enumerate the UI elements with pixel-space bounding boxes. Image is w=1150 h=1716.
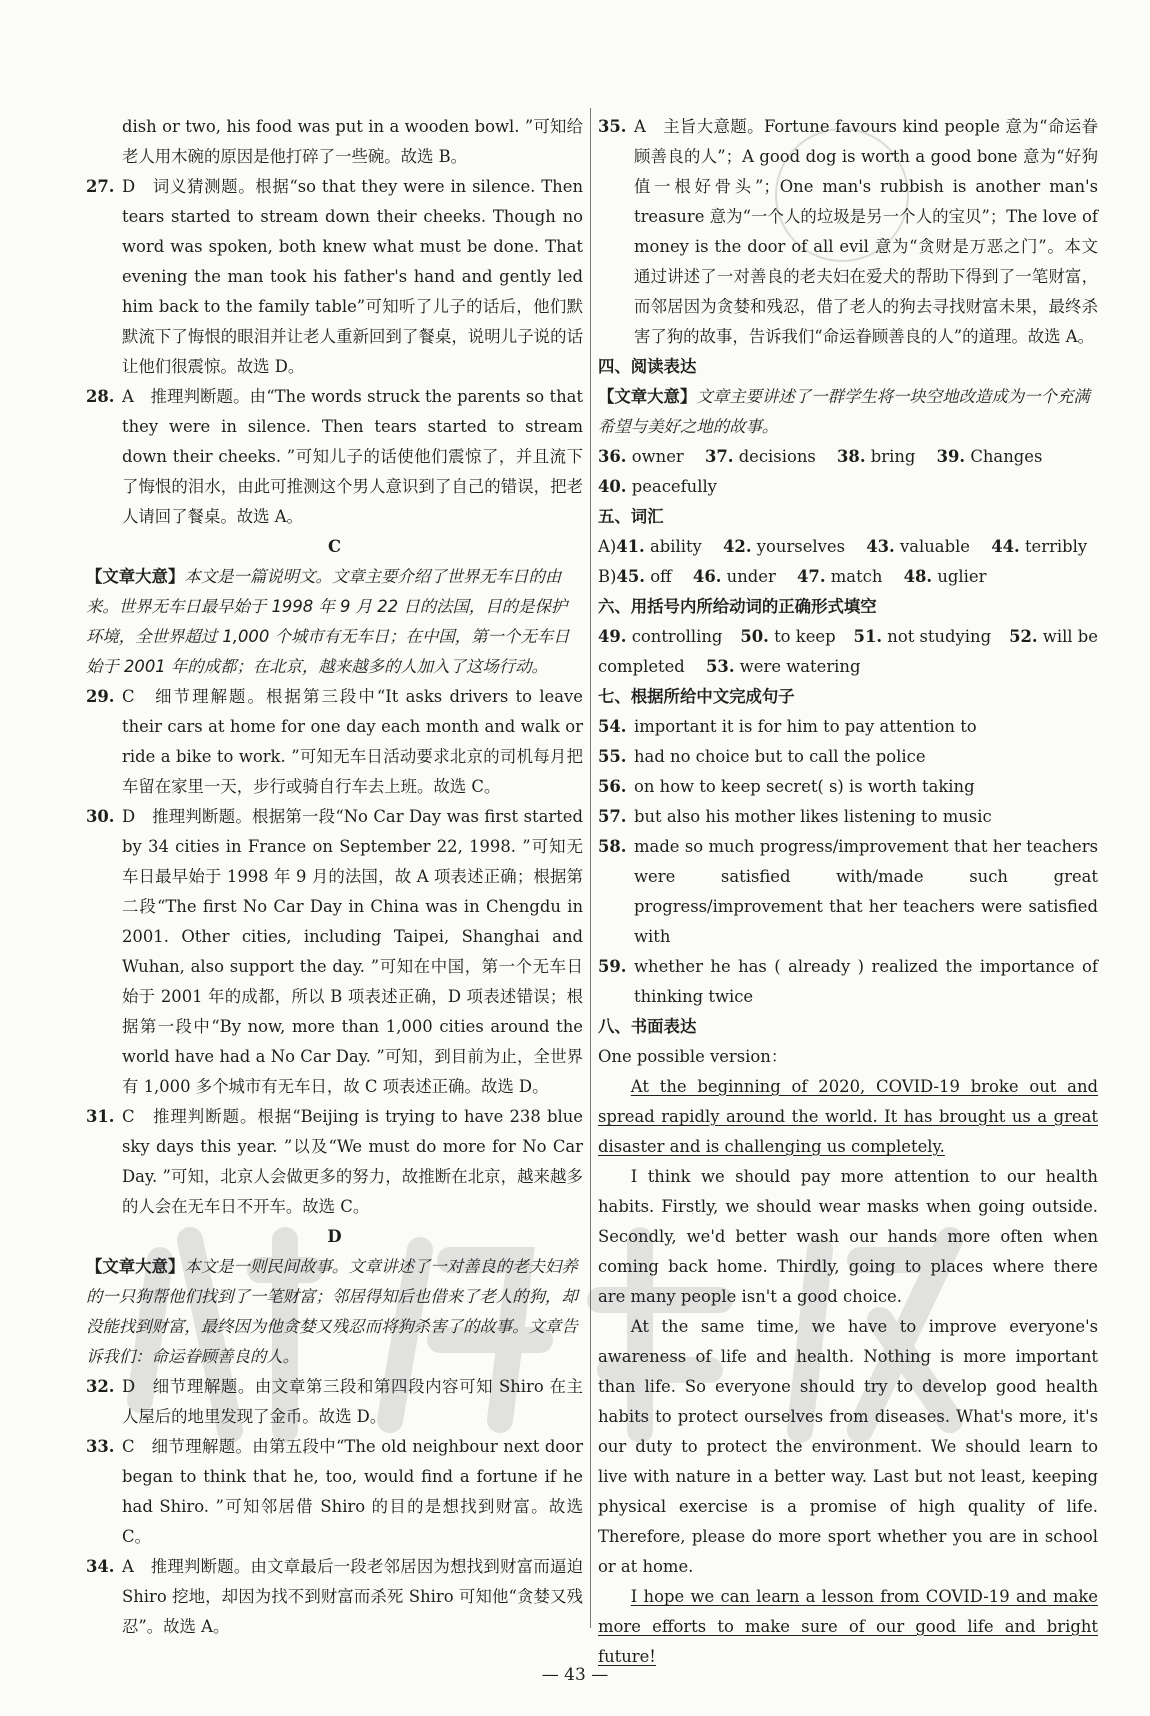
left-column (86, 112, 583, 1642)
question-number: 58. (598, 837, 627, 856)
question-number: 56. (598, 777, 627, 796)
question-number: 28. (86, 387, 115, 406)
question-number: 34. (86, 1557, 115, 1576)
answer-text: but also his mother likes listening to music (634, 807, 992, 826)
section-letter-c: C (327, 537, 342, 556)
sample-essay (598, 1072, 1098, 1672)
answer-item-29 (86, 682, 583, 802)
answer-word: owner (631, 447, 684, 466)
question-number: 46. (692, 567, 722, 586)
section-heading-7: 七、根据所给中文完成句子 (598, 687, 795, 706)
essay-underlined-text: I hope we can learn a lesson from COVID-19 and make more efforts to make sure of our good life and bright future! (598, 1587, 1098, 1666)
answer-text: A 推理判断题。由“The words struck the parents so that they were in silence. Then tears started to stream down their cheeks. ”可知儿子的话使他们震惊了，并且流下了悔恨的泪水，由此可推测这个男人意识到了自己的错误，把老人请回了餐桌。故选 A。 (122, 387, 583, 526)
question-number: 50. (740, 627, 769, 646)
sentence-item-56 (598, 772, 1098, 802)
essay-paragraph-2: I think we should pay more attention to our health habits. Firstly, we should wear masks when going outside. Secondly, we'd better wash our hands more often when coming back home. Thirdly, going to places where there are many people isn't a good choice. (598, 1167, 1098, 1306)
verb-row-53 (598, 652, 1098, 682)
answer-word: match (830, 567, 883, 586)
question-number: 39. (936, 447, 966, 466)
summary-tag: 【文章大意】 (86, 567, 185, 586)
answer-text: on how to keep secret( s) is worth taking (634, 777, 975, 796)
answer-item-33 (86, 1432, 583, 1552)
article-summary-c (86, 562, 583, 682)
sentence-item-55 (598, 742, 1098, 772)
question-number: 49. (598, 627, 627, 646)
summary-text: 文章主要讲述了一群学生将一块空地改造成为一个充满希望与美好之地的故事。 (598, 387, 1090, 436)
section-heading-6: 六、用括号内所给动词的正确形式填空 (598, 597, 877, 616)
question-number: 27. (86, 177, 115, 196)
question-number: 44. (991, 537, 1020, 556)
answer-word: ability (649, 537, 702, 556)
answer-word: Changes (970, 447, 1043, 466)
answer-text: C 细节理解题。根据第三段中“It asks drivers to leave their cars at home for one day each month and walk or ride a bike to work. ”可知无车日活动要求北京的司机每月把车留在家里一天，步行或骑自行车去上班。故选 C。 (122, 687, 583, 796)
answer-text: whether he has ( already ) realized the importance of thinking twice (634, 957, 1098, 1006)
answer-text: A 主旨大意题。Fortune favours kind people 意为“命运眷顾善良的人”；A good dog is worth a good bone 意为“好狗值一根好骨头”；One man's rubbish is another man's treasure 意为“一个人的垃圾是另一个人的宝贝”；The love of money is the door of all evil 意为“贪财是万恶之门”。本文通过讲述了一对善良的老夫妇在爱犬的帮助下得到了一笔财富，而邻居因为贪婪和残忍，借了老人的狗去寻找财富未果，最终杀害了狗的故事，告诉我们“命运眷顾善良的人”的道理。故选 A。 (634, 117, 1098, 346)
answer-text: A 推理判断题。由文章最后一段老邻居因为想找到财富而逼迫 Shiro 挖地，却因为找不到财富而杀死 Shiro 可知他“贪婪又残忍”。故选 A。 (122, 1557, 583, 1636)
answer-word: completed (598, 657, 685, 676)
question-number: 35. (598, 117, 627, 136)
answer-text: D 词义猜测题。根据“so that they were in silence. Then tears started to stream down their cheeks. Though no word was spoken, both knew what must be done. That evening the man took his father's hand and gently led him back to the family table”可知听了儿子的话后，他们默默流下了悔恨的眼泪并让老人重新回到了餐桌，说明儿子说的话让他们很震惊。故选 D。 (122, 177, 583, 376)
essay-paragraph-4 (598, 1582, 1098, 1672)
answer-item-26-cont (86, 112, 583, 172)
summary-tag: 【文章大意】 (86, 1257, 185, 1276)
answer-text: had no choice but to call the police (634, 747, 926, 766)
question-number: 36. (598, 447, 627, 466)
question-number: 32. (86, 1377, 115, 1396)
answer-item-32 (86, 1372, 583, 1432)
summary-tag: 【文章大意】 (598, 387, 697, 406)
essay-underlined-text: At the beginning of 2020, COVID-19 broke out and spread rapidly around the world. It has brought us a great disaster and is challenging us completely. (598, 1077, 1098, 1156)
section-heading-4: 四、阅读表达 (598, 357, 697, 376)
question-number: 59. (598, 957, 627, 976)
question-number: 51. (853, 627, 883, 646)
answer-word: peacefully (631, 477, 717, 496)
answer-word: under (726, 567, 776, 586)
question-number: 52. (1009, 627, 1038, 646)
sentence-item-57 (598, 802, 1098, 832)
answer-word: to keep (774, 627, 836, 646)
answer-word: off (650, 567, 672, 586)
verb-row-49-52 (598, 622, 1098, 652)
answer-text: dish or two, his food was put in a wooden bowl. ”可知给老人用木碗的原因是他打碎了一些碗。故选 B。 (122, 117, 583, 166)
section-heading-5: 五、词汇 (598, 507, 664, 526)
summary-text: 本文是一则民间故事。文章讲述了一对善良的老夫妇养的一只狗帮他们找到了一笔财富；邻居得知后也借来了老人的狗，却没能找到财富，最终因为他贪婪又残忍而将狗杀害了的故事。文章告诉我们：命运眷顾善良的人。 (86, 1257, 578, 1366)
essay-paragraph-3: At the same time, we have to improve everyone's awareness of life and health. Nothing is more important than life. So everyone should try to develop good health habits to protect ourselves from diseases. What's more, it's our duty to protect the environment. We should learn to live with nature in a better way. Last but not least, keeping physical exercise is a promise of high quality of life. Therefore, please do more sport whether you are in school or at home. (598, 1317, 1098, 1576)
question-number: 42. (723, 537, 752, 556)
question-number: 57. (598, 807, 627, 826)
answer-item-31 (86, 1102, 583, 1222)
answer-word: bring (870, 447, 916, 466)
answer-word: were watering (739, 657, 861, 676)
answer-item-28 (86, 382, 583, 532)
answer-text: made so much progress/improvement that her teachers were satisfied with/made such great progress/improvement that her teachers were satisfied with (634, 837, 1098, 946)
question-number: 55. (598, 747, 627, 766)
answer-word: will be (1042, 627, 1098, 646)
answer-word: terribly (1024, 537, 1088, 556)
question-number: 41. (616, 537, 645, 556)
summary-text: 本文是一篇说明文。文章主要介绍了世界无车日的由来。世界无车日最早始于 1998 年 9 月 22 日的法国，目的是保护环境，全世界超过 1,000 个城市有无车日；在中国，第一个无车日始于 2001 年的成都；在北京，越来越多的人加入了这场行动。 (86, 567, 570, 676)
answer-word: controlling (631, 627, 723, 646)
question-number: 40. (598, 477, 627, 496)
article-summary-d (86, 1252, 583, 1372)
question-number: 31. (86, 1107, 115, 1126)
question-number: 48. (903, 567, 933, 586)
answer-word: valuable (899, 537, 971, 556)
question-number: 54. (598, 717, 627, 736)
section-letter-d: D (327, 1227, 342, 1246)
vocab-row-b (598, 562, 1098, 592)
question-number: 33. (86, 1437, 115, 1456)
question-number: 47. (797, 567, 826, 586)
question-number: 38. (837, 447, 866, 466)
sentence-item-58 (598, 832, 1098, 952)
sentence-item-59 (598, 952, 1098, 1012)
answer-text: C 细节理解题。由第五段中“The old neighbour next door began to think that he, too, would find a fortune if he had Shiro. ”可知邻居借 Shiro 的目的是想找到财富。故选 C。 (122, 1437, 583, 1546)
row-prefix: B) (598, 567, 617, 586)
answer-text: C 推理判断题。根据“Beijing is trying to have 238 blue sky days this year. ”以及“We must do more for No Car Day. ”可知，北京人会做更多的努力，故推断在北京，越来越多的人会在无车日不开车。故选 C。 (122, 1107, 583, 1216)
question-number: 43. (866, 537, 895, 556)
answer-word: yourselves (756, 537, 846, 556)
answer-text: important it is for him to pay attention to (634, 717, 977, 736)
answer-word: uglier (937, 567, 987, 586)
answer-word: not studying (887, 627, 992, 646)
answer-text: D 细节理解题。由文章第三段和第四段内容可知 Shiro 在主人屋后的地里发现了金币。故选 D。 (122, 1377, 583, 1426)
essay-intro: One possible version： (598, 1047, 788, 1066)
row-prefix: A) (598, 537, 617, 556)
answer-row-36-39 (598, 442, 1098, 472)
question-number: 30. (86, 807, 115, 826)
answer-item-30 (86, 802, 583, 1102)
article-summary-4 (598, 382, 1098, 442)
answer-text: D 推理判断题。根据第一段“No Car Day was first started by 34 cities in France on September 22, 1998. ”可知无车日最早始于 1998 年 9 月的法国，故 A 项表述正确；根据第二段“The first No Car Day in China was in Chengdu in 2001. Other cities, including Taipei, Shanghai and Wuhan, also support the day. ”可知在中国，第一个无车日始于 2001 年的成都，所以 B 项表述正确，D 项表述错误；根据第一段中“By now, more than 1,000 cities around the world have had a No Car Day. ”可知，到目前为止，全世界有 1,000 多个城市有无车日，故 C 项表述正确。故选 D。 (122, 807, 583, 1096)
question-number: 53. (706, 657, 735, 676)
section-heading-8: 八、书面表达 (598, 1017, 697, 1036)
question-number: 29. (86, 687, 115, 706)
question-number: 37. (704, 447, 734, 466)
sentence-item-54 (598, 712, 1098, 742)
answer-item-35 (598, 112, 1098, 352)
page-number: — 43 — (541, 1665, 609, 1685)
essay-paragraph-1 (598, 1072, 1098, 1162)
question-number: 45. (616, 567, 645, 586)
answer-item-34 (86, 1552, 583, 1642)
vocab-row-a (598, 532, 1098, 562)
answer-item-27 (86, 172, 583, 382)
answer-row-40 (598, 472, 1098, 502)
right-column (598, 112, 1098, 1672)
answer-word: decisions (738, 447, 816, 466)
